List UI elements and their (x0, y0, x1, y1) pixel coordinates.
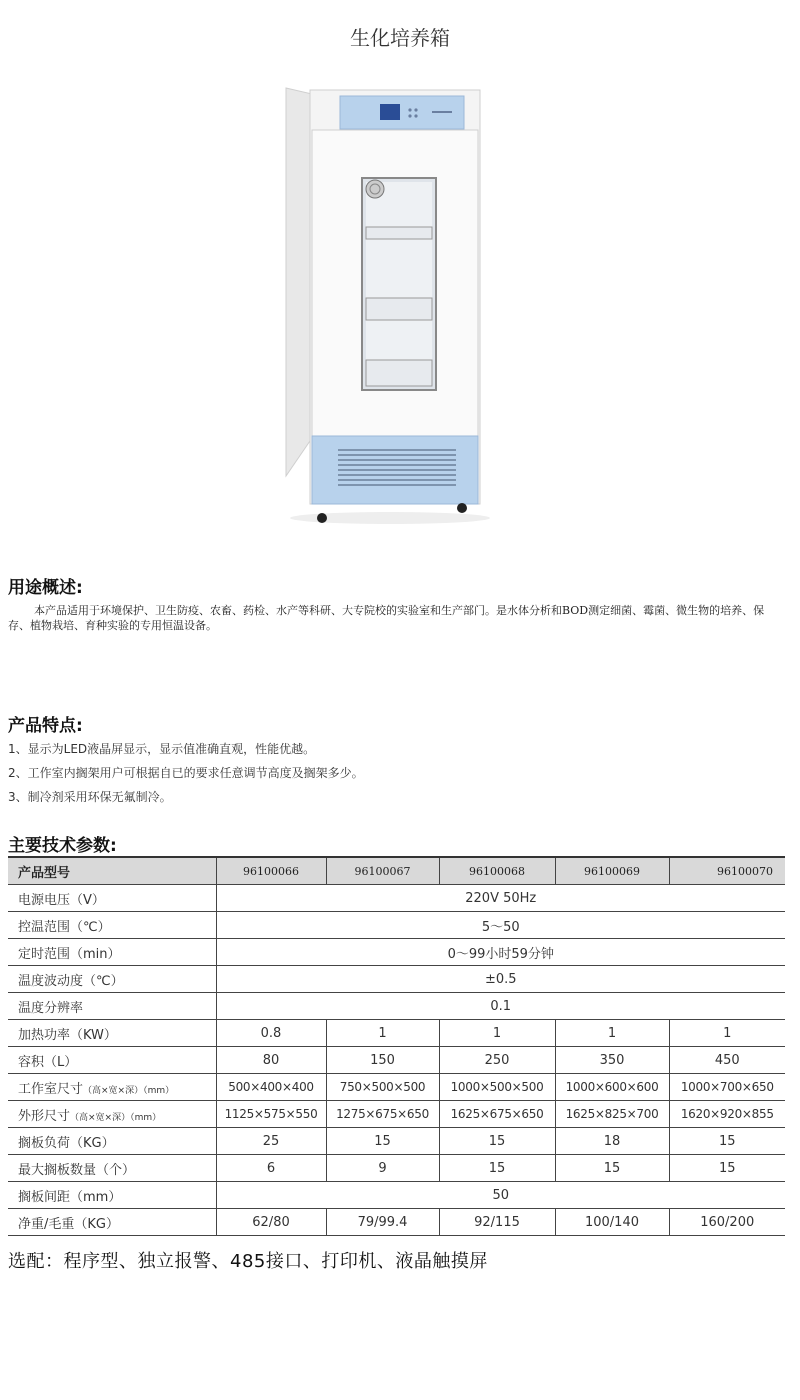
row-label: 最大搁板数量（个） (8, 1155, 216, 1182)
usage-heading: 用途概述: (8, 578, 83, 598)
feature-item: 1、显示为LED液晶屏显示，显示值准确直观，性能优越。 (8, 742, 316, 756)
row-value: 250 (439, 1047, 555, 1074)
table-row (8, 885, 785, 912)
features-heading: 产品特点: (8, 716, 83, 736)
table-row (8, 912, 785, 939)
row-label: 定时范围（min） (8, 939, 216, 966)
row-value: 1000×600×600 (555, 1074, 669, 1101)
row-value: 1625×825×700 (555, 1101, 669, 1128)
model-cell: 96100069 (555, 857, 669, 885)
row-value: 15 (555, 1155, 669, 1182)
row-value: 750×500×500 (326, 1074, 439, 1101)
model-cell: 96100068 (439, 857, 555, 885)
row-value: 220V 50Hz (216, 885, 785, 912)
row-value: 15 (669, 1128, 785, 1155)
row-value: 92/115 (439, 1209, 555, 1236)
row-value: 1 (326, 1020, 439, 1047)
model-cell: 96100067 (326, 857, 439, 885)
row-value: 18 (555, 1128, 669, 1155)
row-value: 150 (326, 1047, 439, 1074)
row-value: 1625×675×650 (439, 1101, 555, 1128)
row-label: 净重/毛重（KG） (8, 1209, 216, 1236)
row-label: 容积（L） (8, 1047, 216, 1074)
spec-heading: 主要技术参数: (8, 836, 117, 856)
row-value: 6 (216, 1155, 326, 1182)
row-value: 1620×920×855 (669, 1101, 785, 1128)
row-label: 搁板间距（mm） (8, 1182, 216, 1209)
row-value: 100/140 (555, 1209, 669, 1236)
feature-item: 3、制冷剂采用环保无氟制冷。 (8, 790, 172, 804)
table-row (8, 966, 785, 993)
table-row (8, 1020, 785, 1047)
row-label: 搁板负荷（KG） (8, 1128, 216, 1155)
table-row (8, 1209, 785, 1236)
table-row (8, 1074, 785, 1101)
feature-item: 2、工作室内搁架用户可根据自已的要求任意调节高度及搁架多少。 (8, 766, 364, 780)
page-title: 生化培养箱 (350, 26, 450, 50)
row-value: 0.1 (216, 993, 785, 1020)
row-value: 5～50 (216, 912, 785, 939)
table-row (8, 1182, 785, 1209)
incubator-image (280, 84, 500, 532)
row-value: 15 (439, 1155, 555, 1182)
row-label: 温度波动度（℃） (8, 966, 216, 993)
row-value: 1275×675×650 (326, 1101, 439, 1128)
row-value: 80 (216, 1047, 326, 1074)
row-label: 控温范围（℃） (8, 912, 216, 939)
table-header-row (8, 857, 785, 885)
row-value: 0.8 (216, 1020, 326, 1047)
row-label: 电源电压（V） (8, 885, 216, 912)
model-cell: 96100070 (669, 857, 785, 885)
row-label: 温度分辨率 (8, 993, 216, 1020)
model-cell: 96100066 (216, 857, 326, 885)
row-value: 9 (326, 1155, 439, 1182)
row-label: 工作室尺寸（高×宽×深）（mm） (8, 1074, 216, 1101)
table-row (8, 939, 785, 966)
row-value: 79/99.4 (326, 1209, 439, 1236)
row-value: 50 (216, 1182, 785, 1209)
row-value: ±0.5 (216, 966, 785, 993)
table-row (8, 1047, 785, 1074)
row-value: 450 (669, 1047, 785, 1074)
options-text: 选配：程序型、独立报警、485接口、打印机、液晶触摸屏 (8, 1251, 488, 1272)
spec-table (8, 856, 785, 1236)
row-label: 外形尺寸（高×宽×深）（mm） (8, 1101, 216, 1128)
row-value: 15 (669, 1155, 785, 1182)
row-value: 500×400×400 (216, 1074, 326, 1101)
table-row (8, 1101, 785, 1128)
row-value: 160/200 (669, 1209, 785, 1236)
row-value: 0～99小时59分钟 (216, 939, 785, 966)
row-value: 1000×700×650 (669, 1074, 785, 1101)
row-value: 350 (555, 1047, 669, 1074)
row-value: 25 (216, 1128, 326, 1155)
table-row (8, 1155, 785, 1182)
header-label: 产品型号 (8, 857, 216, 885)
row-value: 1125×575×550 (216, 1101, 326, 1128)
row-value: 1 (669, 1020, 785, 1047)
table-row (8, 1128, 785, 1155)
row-value: 62/80 (216, 1209, 326, 1236)
row-value: 1 (439, 1020, 555, 1047)
row-value: 15 (439, 1128, 555, 1155)
row-value: 1 (555, 1020, 669, 1047)
row-value: 1000×500×500 (439, 1074, 555, 1101)
usage-text: 本产品适用于环境保护、卫生防疫、农畜、药检、水产等科研、大专院校的实验室和生产部门。是水体分析和BOD测定细菌、霉菌、微生物的培养、保存、植物栽培、育种实验的专用恒温设备。 (8, 604, 765, 632)
row-label: 加热功率（KW） (8, 1020, 216, 1047)
table-row (8, 993, 785, 1020)
row-value: 15 (326, 1128, 439, 1155)
